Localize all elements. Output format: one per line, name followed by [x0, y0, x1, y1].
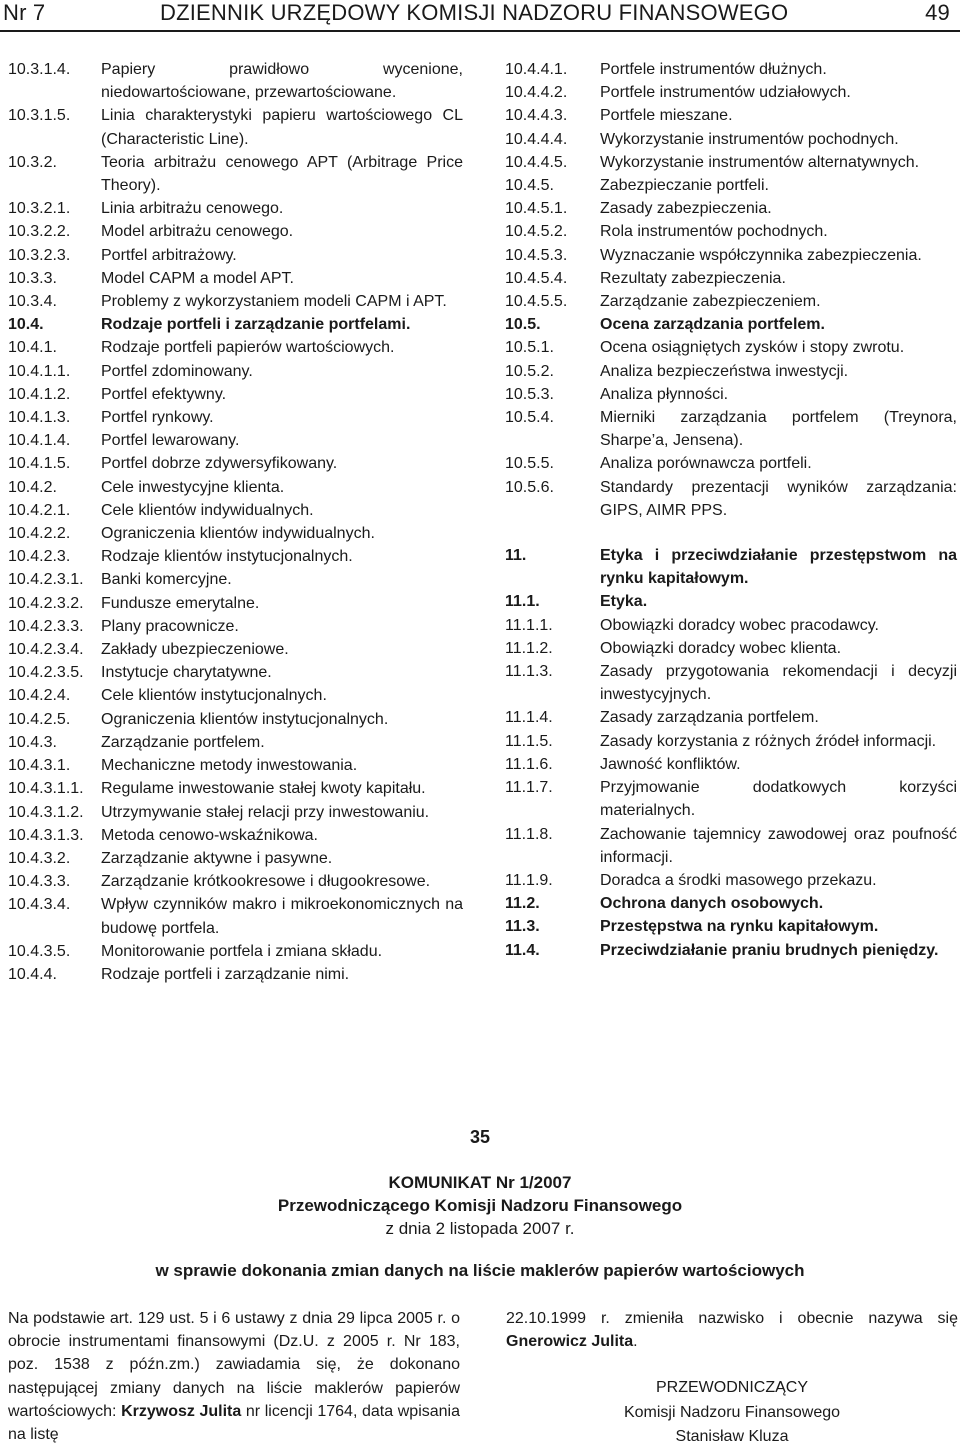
toc-entry	[8, 290, 463, 313]
toc-entry-number: 10.4.1.	[8, 339, 57, 357]
toc-entry-number: 10.4.5.3.	[505, 246, 568, 264]
toc-entry-number: 10.5.5.	[505, 455, 554, 473]
toc-entry-number: 11.1.7.	[505, 779, 553, 797]
toc-entry	[505, 58, 957, 81]
toc-entry	[8, 870, 463, 893]
toc-entry	[8, 684, 463, 707]
toc-entry-title: Portfel lewarowany.	[101, 432, 240, 450]
toc-entry	[505, 476, 957, 522]
toc-entry	[505, 706, 957, 729]
toc-entry	[8, 406, 463, 429]
toc-entry-title: Analiza bezpieczeństwa inwestycji.	[600, 362, 849, 380]
toc-entry-number: 11.1.8.	[505, 825, 553, 843]
toc-entry-number: 10.4.3.1.	[8, 757, 71, 775]
toc-entry	[505, 730, 957, 753]
toc-entry-title: Rodzaje portfeli i zarządzanie portfelami.	[101, 316, 411, 334]
toc-entry	[8, 592, 463, 615]
toc-entry-number: 10.4.4.4.	[505, 130, 568, 148]
toc-entry	[8, 383, 463, 406]
toc-entry-title: Jawność konfliktów.	[600, 755, 741, 773]
toc-entry-number: 11.1.1.	[505, 616, 553, 634]
toc-entry-title: Zasady przygotowania rekomendacji i decyzji inwestycyjnych.	[600, 663, 957, 704]
toc-entry-number: 10.4.5.5.	[505, 293, 568, 311]
toc-entry-title: Doradca a środki masowego przekazu.	[600, 871, 877, 889]
toc-entry	[8, 244, 463, 267]
toc-entry-title: Portfel dobrze zdywersyfikowany.	[101, 455, 338, 473]
toc-entry-number: 11.2.	[505, 895, 540, 913]
toc-entry-number: 10.3.4.	[8, 293, 57, 311]
toc-entry	[8, 336, 463, 359]
toc-entry-title: Zarządzanie zabezpieczeniem.	[600, 293, 821, 311]
toc-entry-title: Linia charakterystyki papieru wartościowego CL (Characteristic Line).	[101, 107, 463, 148]
toc-entry-number: 10.4.4.5.	[505, 153, 568, 171]
toc-entry-number: 10.4.4.	[8, 965, 57, 983]
toc-entry	[8, 963, 463, 986]
toc-entry-number: 10.3.2.1.	[8, 200, 71, 218]
toc-entry-title: Przeciwdziałanie praniu brudnych pieniędzy.	[600, 941, 939, 959]
toc-entry	[8, 58, 463, 104]
toc-entry-title: Instytucje charytatywne.	[101, 664, 272, 682]
journal-title: DZIENNIK URZĘDOWY KOMISJI NADZORU FINANSOWEGO	[160, 0, 789, 25]
toc-entry	[8, 452, 463, 475]
toc-entry-number: 10.4.5.	[505, 177, 554, 195]
toc-entry-number: 10.4.1.1.	[8, 362, 71, 380]
toc-entry-number: 10.4.3.1.1.	[8, 780, 84, 798]
toc-entry-title: Ocena osiągniętych zysków i stopy zwrotu.	[600, 339, 905, 357]
signature-institution: Komisji Nadzoru Finansowego	[623, 1403, 841, 1421]
toc-entry	[8, 568, 463, 591]
toc-entry-title: Plany pracownicze.	[101, 617, 239, 635]
toc-entry	[8, 545, 463, 568]
toc-entry-number: 10.4.4.3.	[505, 107, 568, 125]
broker-old-name: Krzywosz Julita	[121, 1402, 242, 1420]
toc-entry-title: Ograniczenia klientów instytucjonalnych.	[101, 710, 389, 728]
toc-entry-number: 10.5.4.	[505, 409, 554, 427]
toc-entry-number: 10.4.3.1.2.	[8, 803, 84, 821]
toc-entry	[8, 615, 463, 638]
toc-entry	[505, 104, 957, 127]
toc-entry	[505, 452, 957, 475]
toc-entry-title: Rodzaje portfeli papierów wartościowych.	[101, 339, 395, 357]
toc-entry-title: Obowiązki doradcy wobec klienta.	[600, 639, 842, 657]
komunikat-title: KOMUNIKAT Nr 1/2007	[388, 1173, 572, 1192]
toc-entry-title: Model CAPM a model APT.	[101, 269, 294, 287]
toc-entry	[505, 823, 957, 869]
toc-entry	[505, 939, 957, 962]
toc-entry	[505, 892, 957, 915]
toc-entry-title: Rola instrumentów pochodnych.	[600, 223, 828, 241]
toc-entry-number: 11.1.2.	[505, 639, 553, 657]
toc-entry-number: 10.4.4.2.	[505, 84, 568, 102]
toc-entry-number: 10.4.2.2.	[8, 525, 71, 543]
toc-entry-title: Portfele instrumentów udziałowych.	[600, 84, 851, 102]
toc-entry	[505, 590, 957, 613]
toc-entry-title: Problemy z wykorzystaniem modeli CAPM i APT.	[101, 293, 447, 311]
toc-entry	[8, 824, 463, 847]
toc-entry	[505, 360, 957, 383]
toc-entry-title: Portfel arbitrażowy.	[101, 246, 237, 264]
toc-entry-title: Cele inwestycyjne klienta.	[101, 478, 285, 496]
toc-entry-number: 10.4.2.3.4.	[8, 641, 84, 659]
toc-entry	[505, 336, 957, 359]
toc-entry	[505, 383, 957, 406]
komunikat-issuer: Przewodniczącego Komisji Nadzoru Finansowego	[277, 1196, 683, 1215]
toc-entry-number: 11.4.	[505, 941, 540, 959]
toc-entry-title: Papiery prawidłowo wycenione, niedowartościowane, przewartościowane.	[101, 61, 463, 102]
toc-entry-title: Rezultaty zabezpieczenia.	[600, 269, 786, 287]
signature-name: Stanisław Kluza	[675, 1428, 789, 1446]
toc-entry	[505, 776, 957, 822]
toc-entry-title: Analiza płynności.	[600, 385, 729, 403]
toc-entry-number: 10.4.3.3.	[8, 873, 71, 891]
toc-entry-title: Mechaniczne metody inwestowania.	[101, 757, 358, 775]
toc-entry-title: Ocena zarządzania portfelem.	[600, 316, 825, 334]
toc-entry-number: 10.4.1.2.	[8, 385, 71, 403]
toc-entry-title: Monitorowanie portfela i zmiana składu.	[101, 942, 383, 960]
toc-entry-number: 10.4.2.3.1.	[8, 571, 84, 589]
toc-entry-title: Przyjmowanie dodatkowych korzyści materialnych.	[600, 779, 957, 820]
toc-entry-title: Przestępstwa na rynku kapitałowym.	[600, 918, 879, 936]
toc-entry	[8, 313, 463, 336]
toc-entry	[8, 638, 463, 661]
page-header	[0, 0, 960, 30]
body-left-column	[8, 1307, 460, 1446]
toc-entry-number: 10.3.3.	[8, 269, 57, 287]
toc-entry-number: 11.1.	[505, 593, 540, 611]
toc-entry	[505, 660, 957, 706]
toc-entry-number: 10.4.3.	[8, 733, 57, 751]
toc-entry-number: 11.1.4.	[505, 709, 553, 727]
toc-entry	[505, 614, 957, 637]
toc-entry-number: 11.1.9.	[505, 871, 553, 889]
toc-entry-title: Wykorzystanie instrumentów alternatywnych.	[600, 153, 920, 171]
toc-entry-title: Analiza porównawcza portfeli.	[600, 455, 812, 473]
body-text-right	[506, 1307, 958, 1353]
toc-entry-title: Rodzaje klientów instytucjonalnych.	[101, 548, 353, 566]
toc-entry	[505, 290, 957, 313]
komunikat-topic: w sprawie dokonania zmian danych na liście maklerów papierów wartościowych	[155, 1261, 805, 1280]
toc-entry-number: 10.4.3.1.3.	[8, 826, 84, 844]
toc-entry-title: Portfel efektywny.	[101, 385, 227, 403]
toc-entry-title: Standardy prezentacji wyników zarządzania: GIPS, AIMR PPS.	[600, 478, 957, 519]
toc-entry-title: Rodzaje portfeli i zarządzanie nimi.	[101, 965, 350, 983]
toc-entry	[505, 244, 957, 267]
toc-entry-number: 10.4.2.3.3.	[8, 617, 84, 635]
toc-entry-title: Regulame inwestowanie stałej kwoty kapitału.	[101, 780, 426, 798]
toc-entry-title: Zarządzanie aktywne i pasywne.	[101, 849, 333, 867]
toc-left-column	[8, 58, 463, 986]
toc-entry	[505, 197, 957, 220]
body-text: Na podstawie art. 129 ust. 5 i 6 ustawy z dnia 29 lipca 2005 r. o obrocie instrumentami finansowymi (Dz.U. z 2005 r. Nr 183, poz. 1538 z późn.zm.) zawiadamia się, że dokonano następującej zmiany danych na liście maklerów papierów wartościowych:	[8, 1310, 460, 1420]
toc-entry	[8, 429, 463, 452]
toc-entry	[505, 313, 957, 336]
toc-entry	[8, 360, 463, 383]
toc-entry-number: 10.4.1.3.	[8, 409, 71, 427]
toc-entry	[505, 220, 957, 243]
toc-entry-number: 10.4.2.5.	[8, 710, 71, 728]
toc-entry	[8, 940, 463, 963]
toc-entry-title: Teoria arbitrażu cenowego APT (Arbitrage Price Theory).	[101, 153, 463, 195]
toc-entry-number: 10.3.2.2.	[8, 223, 71, 241]
toc-entry-title: Etyka.	[600, 593, 648, 611]
toc-entry-title: Portfel rynkowy.	[101, 409, 214, 427]
toc-entry-number: 11.1.3.	[505, 663, 553, 681]
toc-entry-number: 10.4.3.5.	[8, 942, 71, 960]
toc-entry	[8, 661, 463, 684]
toc-entry-number: 10.5.1.	[505, 339, 554, 357]
toc-entry	[8, 777, 463, 800]
toc-entry	[8, 731, 463, 754]
toc-entry-number: 10.4.1.5.	[8, 455, 71, 473]
toc-entry-title: Wyznaczanie współczynnika zabezpieczenia.	[600, 246, 922, 264]
toc-entry	[8, 267, 463, 290]
toc-entry-number: 10.4.2.3.	[8, 548, 71, 566]
toc-entry-number: 10.4.3.4.	[8, 896, 71, 914]
toc-entry-number: 10.4.	[8, 316, 44, 334]
toc-entry	[8, 893, 463, 939]
signature-block	[506, 1376, 958, 1450]
page-number: 49	[925, 0, 950, 25]
toc-entry-number: 10.4.2.3.2.	[8, 594, 84, 612]
toc-entry-number: 10.3.2.	[8, 153, 57, 171]
toc-entry-title: Fundusze emerytalne.	[101, 594, 260, 612]
toc-entry-title: Portfele instrumentów dłużnych.	[600, 61, 827, 78]
toc-entry-number: 11.1.5.	[505, 732, 553, 750]
toc-entry-number: 10.4.1.4.	[8, 432, 71, 450]
komunikat-date: z dnia 2 listopada 2007 r.	[385, 1219, 575, 1238]
body-text-end: .	[633, 1333, 638, 1351]
toc-entry	[505, 128, 957, 151]
toc-entry-title: Ochrona danych osobowych.	[600, 895, 824, 913]
toc-entry-number: 10.4.5.4.	[505, 269, 568, 287]
toc-entry	[8, 754, 463, 777]
toc-entry	[8, 522, 463, 545]
toc-entry-number: 10.4.5.1.	[505, 200, 568, 218]
toc-entry	[505, 174, 957, 197]
toc-entry	[8, 220, 463, 243]
toc-entry-number: 11.1.6.	[505, 755, 553, 773]
toc-entry-title: Etyka i przeciwdziałanie przestępstwom na rynku kapitałowym.	[600, 547, 957, 588]
toc-entry-title: Mierniki zarządzania portfelem (Treynora, Sharpe’a, Jensena).	[600, 409, 957, 450]
toc-entry-title: Zakłady ubezpieczeniowe.	[101, 641, 289, 659]
toc-entry-title: Cele klientów indywidualnych.	[101, 501, 314, 519]
signature-role: PRZEWODNICZĄCY	[656, 1379, 808, 1397]
toc-entry	[505, 406, 957, 452]
toc-entry-title: Zasady zarządzania portfelem.	[600, 709, 819, 727]
broker-new-name: Gnerowicz Julita	[506, 1333, 634, 1351]
toc-entry-number: 10.5.6.	[505, 478, 554, 496]
toc-entry-number: 10.3.1.5.	[8, 107, 71, 125]
toc-entry-title: Zarządzanie krótkookresowe i długookresowe.	[101, 873, 431, 891]
body-text-cont-right: 22.10.1999 r. zmieniła nazwisko i obecnie nazywa się	[506, 1310, 958, 1327]
toc-entry	[8, 847, 463, 870]
toc-entry-title: Portfel zdominowany.	[101, 362, 253, 380]
toc-entry	[505, 151, 957, 174]
toc-entry-title: Model arbitrażu cenowego.	[101, 223, 294, 241]
toc-entry-title: Zasady zabezpieczenia.	[600, 200, 772, 218]
toc-entry	[8, 104, 463, 150]
toc-entry	[8, 476, 463, 499]
toc-entry	[8, 708, 463, 731]
toc-entry	[505, 544, 957, 590]
toc-entry-number: 10.4.2.3.5.	[8, 664, 84, 682]
toc-entry	[505, 915, 957, 938]
toc-entry-title: Linia arbitrażu cenowego.	[101, 200, 284, 218]
toc-entry-number: 10.4.5.2.	[505, 223, 568, 241]
toc-entry-number: 10.4.2.4.	[8, 687, 71, 705]
toc-entry	[505, 753, 957, 776]
toc-entry-title: Zabezpieczanie portfeli.	[600, 177, 769, 195]
header-rule	[0, 30, 960, 32]
toc-entry-title: Portfele mieszane.	[600, 107, 733, 125]
toc-right-column	[505, 58, 957, 962]
toc-entry	[505, 267, 957, 290]
toc-entry	[8, 801, 463, 824]
body-right-column	[506, 1307, 958, 1450]
toc-entry	[8, 151, 463, 197]
toc-entry-title: Zarządzanie portfelem.	[101, 733, 265, 751]
toc-entry-number: 10.3.1.4.	[8, 61, 71, 78]
toc-entry-title: Metoda cenowo-wskaźnikowa.	[101, 826, 318, 844]
toc-entry	[8, 499, 463, 522]
toc-entry-number: 10.4.2.1.	[8, 501, 71, 519]
toc-entry-number: 10.5.2.	[505, 362, 554, 380]
toc-entry	[8, 197, 463, 220]
toc-entry	[505, 81, 957, 104]
toc-entry-number: 10.4.4.1.	[505, 61, 568, 78]
toc-entry-title: Banki komercyjne.	[101, 571, 232, 589]
komunikat-heading	[0, 1171, 960, 1240]
toc-entry-number: 10.4.3.2.	[8, 849, 71, 867]
toc-entry-number: 11.	[505, 547, 527, 565]
toc-entry-number: 10.3.2.3.	[8, 246, 71, 264]
toc-entry-title: Zachowanie tajemnicy zawodowej oraz poufność informacji.	[600, 825, 957, 866]
toc-entry-title: Wykorzystanie instrumentów pochodnych.	[600, 130, 899, 148]
body-text-cont: nr licencji 1764, data wpisania na listę	[8, 1402, 461, 1444]
toc-entry	[505, 637, 957, 660]
toc-entry-title: Wpływ czynników makro i mikroekonomicznych na budowę portfela.	[101, 896, 463, 937]
issue-number: Nr 7	[3, 0, 46, 25]
toc-entry-title: Zasady korzystania z różnych źródeł informacji.	[600, 732, 937, 750]
toc-entry-title: Obowiązki doradcy wobec pracodawcy.	[600, 616, 879, 634]
toc-entry-number: 10.5.	[505, 316, 541, 334]
toc-entry	[505, 869, 957, 892]
toc-entry-title: Cele klientów instytucjonalnych.	[101, 687, 327, 705]
toc-entry-title: Ograniczenia klientów indywidualnych.	[101, 525, 375, 543]
toc-entry-title: Utrzymywanie stałej relacji przy inwestowaniu.	[101, 803, 430, 821]
toc-entry-number: 10.4.2.	[8, 478, 57, 496]
toc-entry-number: 11.3.	[505, 918, 540, 936]
toc-entry-number: 10.5.3.	[505, 385, 554, 403]
item-number: 35	[469, 1127, 491, 1147]
